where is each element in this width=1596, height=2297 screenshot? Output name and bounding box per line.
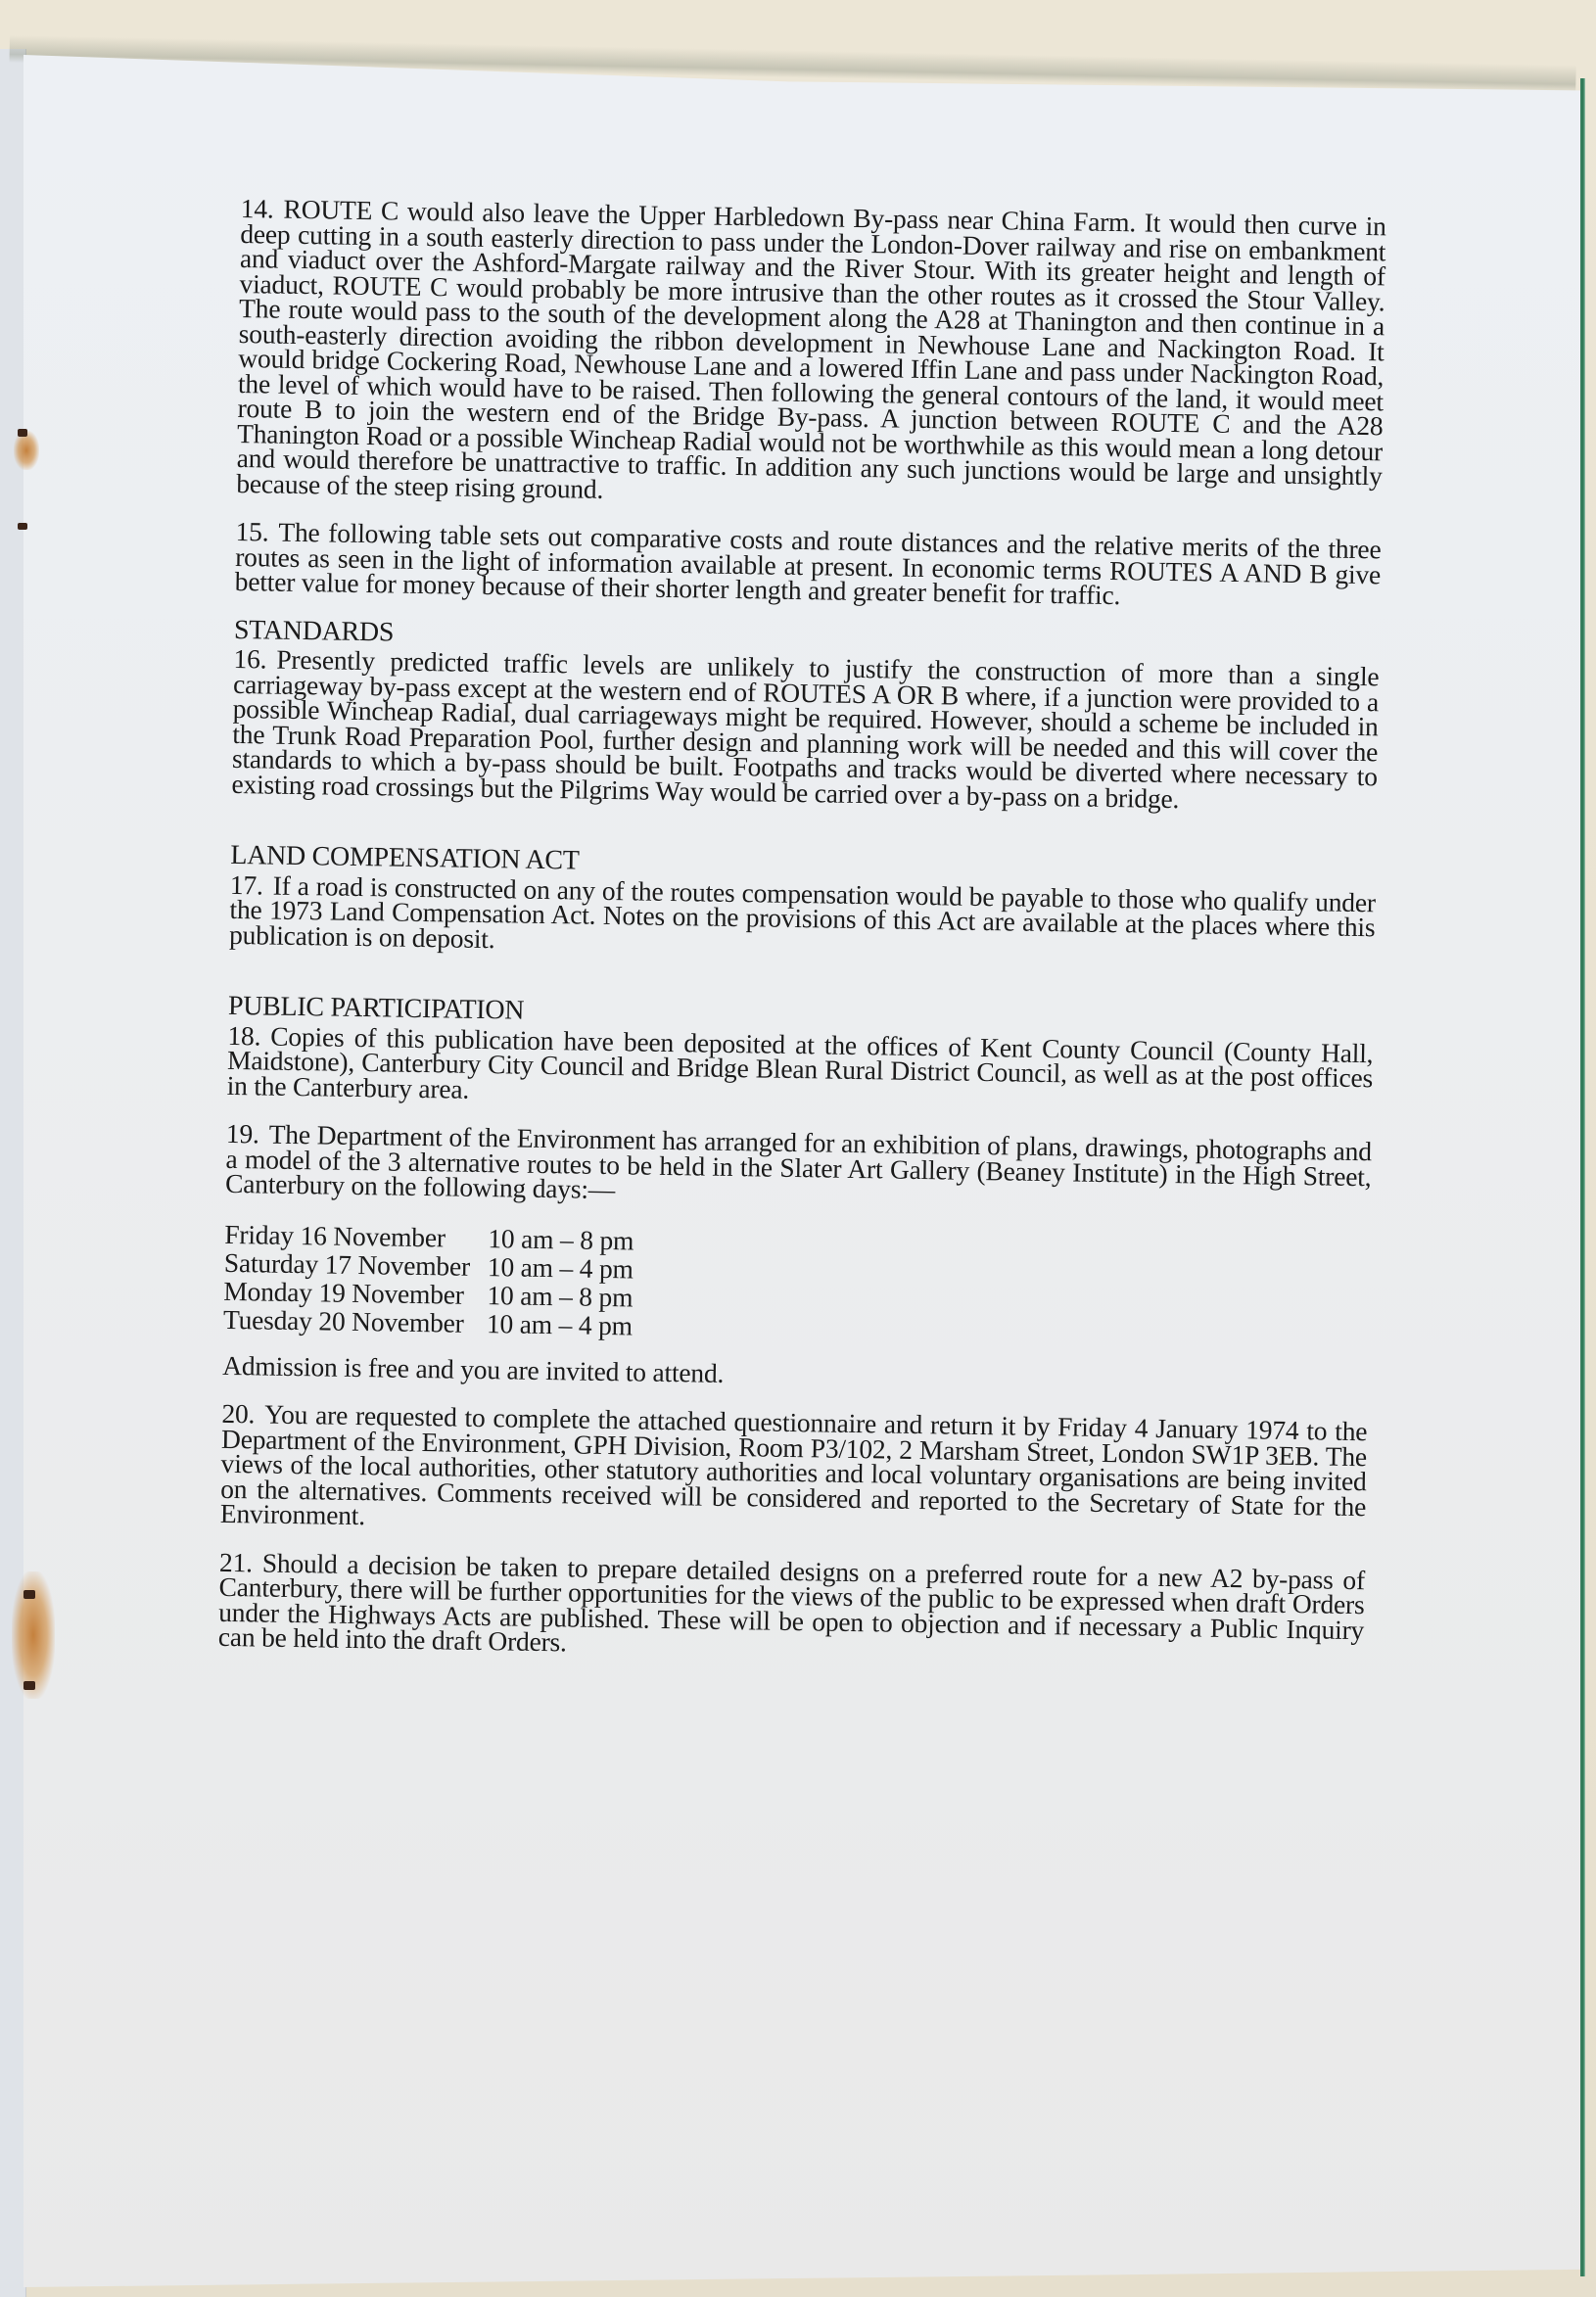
admission-note: Admission is free and you are invited to attend.	[222, 1349, 725, 1388]
heading-standards: STANDARDS	[233, 614, 395, 648]
paragraph-text: Presently predicted traffic levels are unlikely to justify the construction of more than a single carriageway by-pass except at the western end of ROUTES A OR B where, if a junction were provided to a possible Wincheap Radial, dual carriageways might be required. However, should a scheme be included in the Trunk Road Preparation Pool, further design and planning work will be needed and this will cover the standards to which a by-pass should be built. Footpaths and tracks would be diverted where necessary to existing road crossings but the Pilgrims Way would be carried over a by-pass on a bridge.	[231, 643, 1380, 814]
paragraph-text: You are requested to complete the attached questionnaire and return it by Friday 4 January 1974 to the Department of the Environment, GPH Division, Room P3/102, 2 Marsham Street, London SW1P 3EB. The views of the local authorities, other statutory authorities and local voluntary organisations are being invited on the alternatives. Comments received will be considered and reported to the Secretary of State for the Environment.	[219, 1398, 1368, 1531]
paragraph-text: ROUTE C would also leave the Upper Harbledown By-pass near China Farm. It would then curve in deep cutting in a south easterly direction to pass under the London-Dover railway and rise on embankment and viaduct over the Ashford-Margate railway and the River Stour. With its greater height and length of viaduct, ROUTE C would probably be more intrusive than the other routes as it crossed the Stour Valley. The route would pass to the south of the development along the A28 at Thanington and then continue in a south-easterly direction avoiding the ribbon development in Newhouse Lane and Nackington Road. It would bridge Cockering Road, Newhouse Lane and a lowered Iffin Lane and pass under Nackington Road, the level of which would have to be raised. Then following the general contours of the land, it would meet route B to join the western end of the Bridge By-pass. A junction between ROUTE C and the A28 Thanington Road or a possible Wincheap Radial would not be worthwhile as this would mean a long detour and would therefore be unattractive to traffic. In addition any such junctions would be large and unsightly because of the steep rising ground.	[236, 193, 1386, 504]
paragraph-20	[219, 1397, 1368, 1544]
paragraph-text: The Department of the Environment has arranged for an exhibition of plans, drawings, photographs and a model of the 3 alternative routes to be held in the Slater Art Gallery (Beaney Institute) in the High Street, Canterbury on the following days:—	[224, 1118, 1373, 1205]
schedule-day: Saturday 17 November	[223, 1246, 471, 1282]
schedule-day: Tuesday 20 November	[222, 1303, 464, 1338]
paragraph-text: Copies of this publication have been deposited at the offices of Kent County Council (County Hall, Maidstone), Canterbury City Council and Bridge Blean Rural District Council, as well as at the post offices in the Canterbury area.	[226, 1020, 1374, 1104]
document-body	[217, 193, 1386, 1673]
paragraph-number: 16.	[233, 642, 267, 675]
paragraph-number: 18.	[227, 1019, 261, 1051]
schedule-day: Friday 16 November	[224, 1218, 446, 1252]
rust-stain-top	[14, 431, 39, 470]
underlying-page-edge	[0, 49, 26, 2297]
green-cover-edge	[1580, 78, 1585, 2276]
paragraph-text: Should a decision be taken to prepare detailed designs on a preferred route for a new A2 by-pass of Canterbury, there will be further opportunities for the views of the public to be expressed when draft Orders under the Highways Acts are published. These will be open to objection and if necessary a Public Inquiry can be held into the draft Orders.	[217, 1547, 1366, 1658]
heading-public-participation: PUBLIC PARTICIPATION	[227, 990, 525, 1026]
paragraph-17	[228, 868, 1377, 964]
staple-bottom-upper-icon	[23, 1590, 35, 1599]
paragraph-number: 17.	[229, 868, 263, 900]
paragraph-16	[231, 642, 1380, 814]
paragraph-18	[226, 1019, 1374, 1115]
paragraph-number: 19.	[225, 1117, 259, 1149]
paragraph-14	[236, 193, 1386, 513]
paragraph-number: 15.	[235, 515, 269, 547]
exhibition-schedule	[223, 1219, 634, 1339]
text-block	[217, 193, 1386, 1667]
staple-top-icon	[18, 429, 27, 437]
staple-bottom-lower-icon	[23, 1681, 35, 1690]
paragraph-number: 20.	[221, 1397, 256, 1430]
schedule-time: 10 am – 8 pm	[487, 1279, 634, 1312]
staple-top-lower-icon	[18, 523, 27, 530]
schedule-time: 10 am – 4 pm	[486, 1307, 634, 1340]
paragraph-text: If a road is constructed on any of the routes compensation would be payable to those who qualify under the 1973 Land Compensation Act. Notes on the provisions of this Act are available at the places where this publication is on deposit.	[228, 869, 1377, 954]
paragraph-21	[217, 1546, 1366, 1666]
paragraph-text: The following table sets out comparative costs and route distances and the relative merits of the three routes as seen in the light of information available at present. In economic terms ROUTES A AND B give better value for money because of their shorter length and greater benefit for traffic.	[234, 516, 1382, 611]
paragraph-number: 14.	[240, 193, 274, 224]
schedule-day: Monday 19 November	[223, 1275, 465, 1310]
schedule-time: 10 am – 4 pm	[487, 1250, 634, 1284]
schedule-time: 10 am – 8 pm	[488, 1222, 634, 1255]
paragraph-number: 21.	[218, 1546, 254, 1577]
paragraph-15	[234, 515, 1382, 612]
heading-land-compensation-act: LAND COMPENSATION ACT	[230, 839, 580, 876]
schedule-row	[223, 1304, 633, 1339]
paragraph-19	[224, 1117, 1373, 1214]
